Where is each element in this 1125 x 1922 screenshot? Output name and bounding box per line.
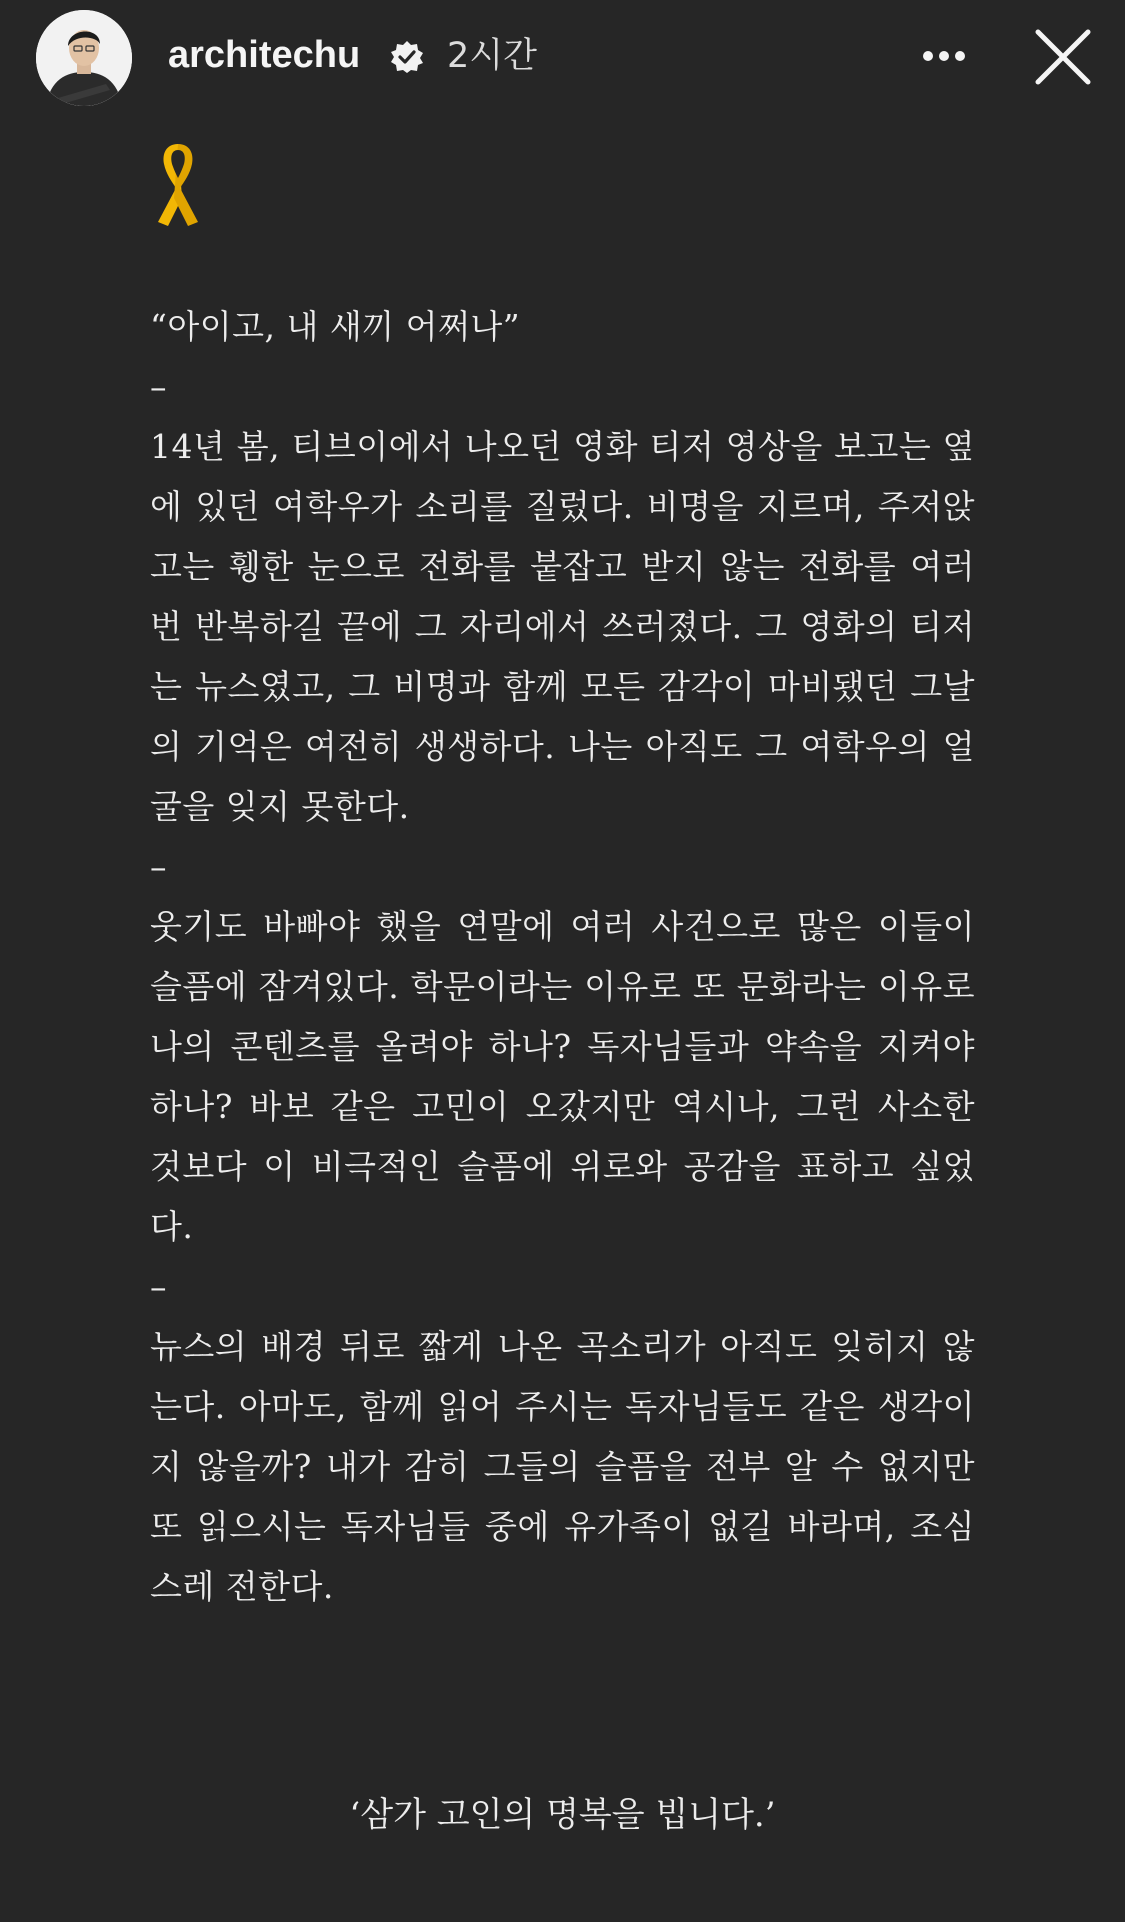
post-body — [150, 297, 975, 1617]
closing-line: ‘삼가 고인의 명복을 빕니다.’ — [349, 1795, 776, 1835]
opening-quote: “아이고, 내 새끼 어쩌나” — [150, 307, 521, 346]
separator: – — [150, 847, 167, 886]
separator: – — [150, 367, 167, 406]
verified-badge-icon — [390, 40, 424, 74]
paragraph-3: 뉴스의 배경 뒤로 짧게 나온 곡소리가 아직도 잊히지 않는다. 아마도, 함께 읽어 주시는 독자님들도 같은 생각이지 않을까? 내가 감히 그들의 슬픔을 전부 알 수 없지만 또 읽으시는 독자님들 중에 유가족이 없길 바라며, 조심스레 전한다. — [150, 1327, 975, 1606]
paragraph-1: 14년 봄, 티브이에서 나오던 영화 티저 영상을 보고는 옆에 있던 여학우가 소리를 질렀다. 비명을 지르며, 주저앉고는 휑한 눈으로 전화를 붙잡고 받지 않는 전화를 여러 번 반복하길 끝에 그 자리에서 쓰러졌다. 그 영화의 티저는 뉴스였고, 그 비명과 함께 모든 감각이 마비됐던 그날의 기억은 여전히 생생하다. 나는 아직도 그 여학우의 얼굴을 잊지 못한다. — [150, 427, 975, 826]
profile-photo-icon — [36, 10, 132, 106]
paragraph-2: 웃기도 바빠야 했을 연말에 여러 사건으로 많은 이들이 슬픔에 잠겨있다. 학문이라는 이유로 또 문화라는 이유로 나의 콘텐츠를 올려야 하나? 독자님들과 약속을 지켜야 하나? 바보 같은 고민이 오갔지만 역시나, 그런 사소한 것보다 이 비극적인 슬픔에 위로와 공감을 표하고 싶었다. — [150, 907, 975, 1246]
close-icon[interactable] — [1030, 24, 1096, 90]
yellow-ribbon-icon — [150, 138, 206, 228]
separator: – — [150, 1267, 167, 1306]
more-options-icon[interactable] — [914, 30, 974, 82]
username[interactable]: architechu — [168, 34, 361, 76]
avatar[interactable] — [36, 10, 132, 106]
post-time: 2시간 — [447, 36, 537, 76]
story-header — [0, 0, 1125, 112]
